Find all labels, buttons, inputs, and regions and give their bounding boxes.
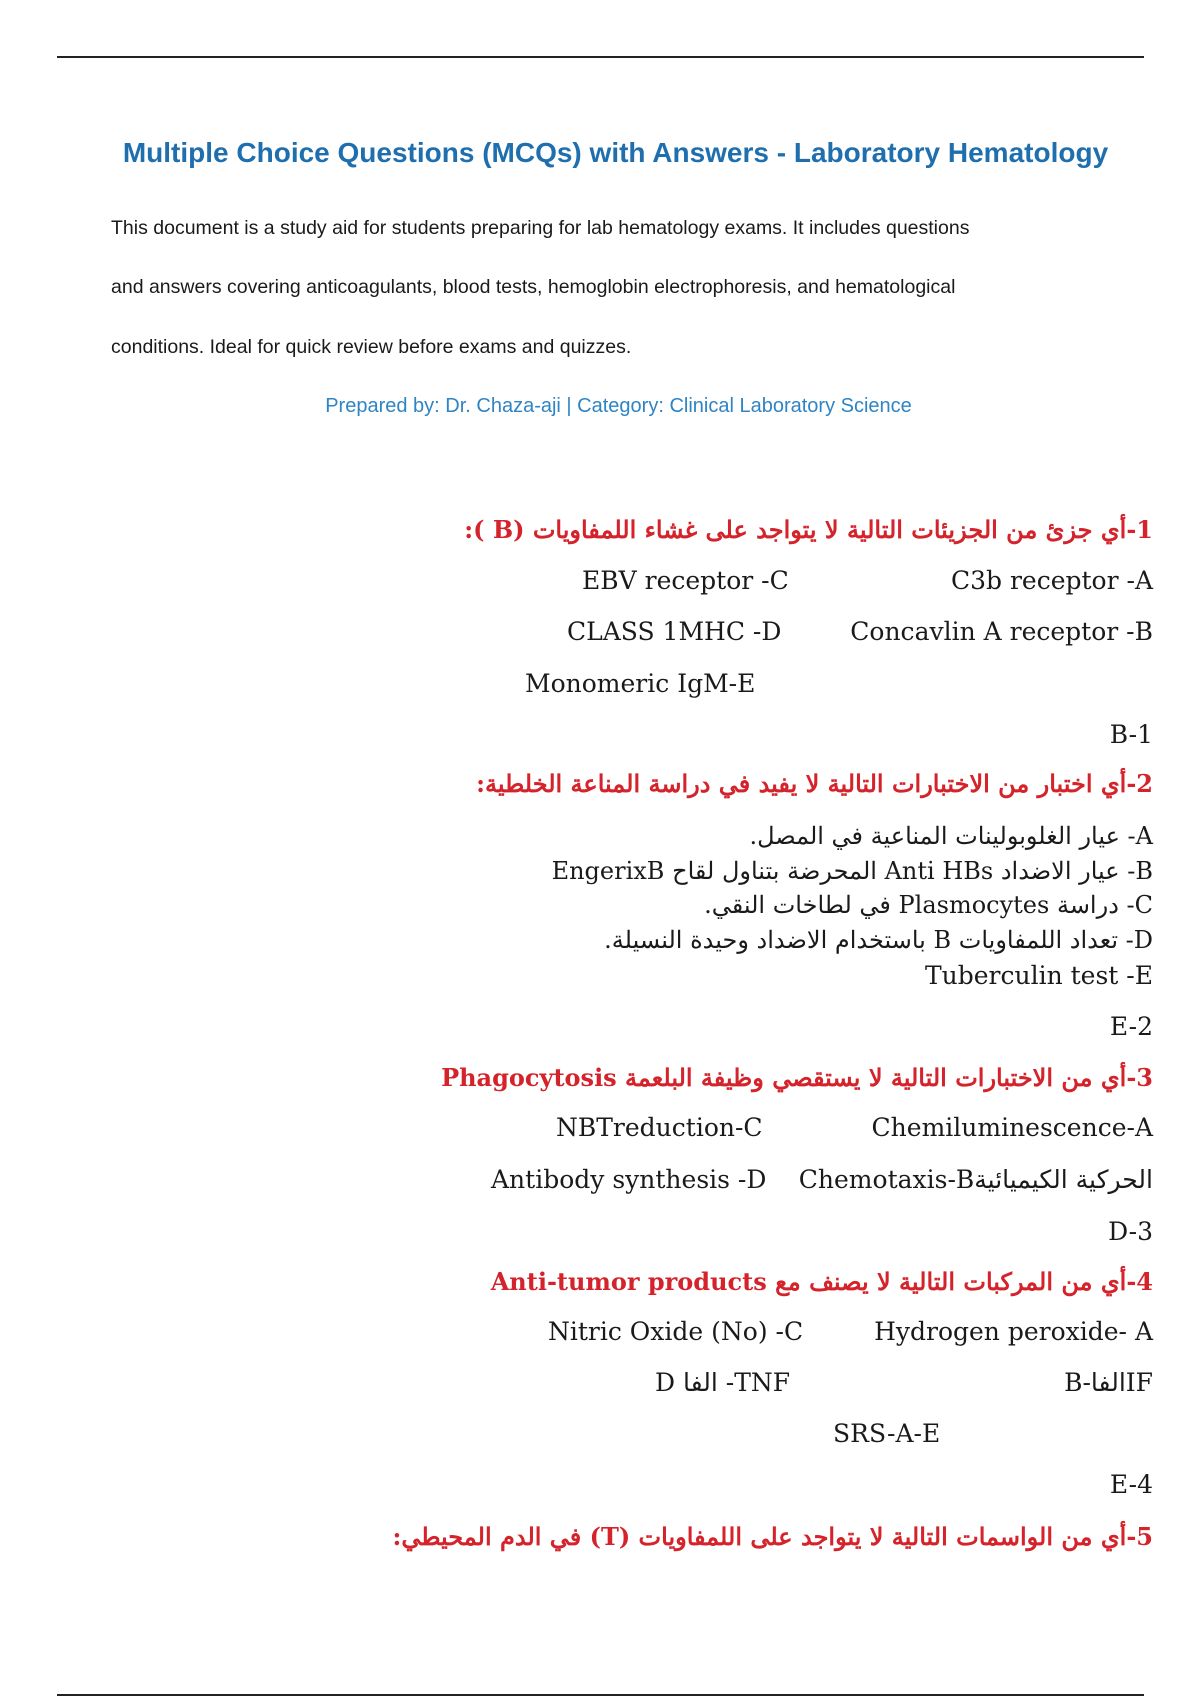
q3-option-b: الحركية الكيميائيةChemotaxis-B bbox=[798, 1165, 1153, 1194]
q1-option-e: Monomeric IgM-E bbox=[525, 669, 756, 698]
q2-answer: E-2 bbox=[1109, 1012, 1153, 1041]
q2-option-d: D- تعداد اللمفاويات B باستخدام الاضداد وحيدة النسيلة. bbox=[604, 926, 1153, 954]
q4-option-a: Hydrogen peroxide- A bbox=[874, 1317, 1153, 1346]
q1-answer: B-1 bbox=[1109, 720, 1153, 749]
q2-option-e: Tuberculin test -E bbox=[924, 961, 1153, 990]
q4-option-b: IFالفا-B bbox=[1064, 1368, 1153, 1397]
q2-option-b: B- عيار الاضداد Anti HBs المحرضة بتناول لقاح EngerixB bbox=[551, 857, 1153, 885]
q4-answer: E-4 bbox=[1109, 1470, 1153, 1499]
document-title: Multiple Choice Questions (MCQs) with Answers - Laboratory Hematology bbox=[122, 137, 1109, 168]
question-5-text: 5-أي من الواسمات التالية لا يتواجد على اللمفاويات (T) في الدم المحيطي: bbox=[392, 1522, 1153, 1551]
q3-option-c: NBTreduction-C bbox=[556, 1113, 763, 1142]
q4-option-c: Nitric Oxide (No) -C bbox=[548, 1317, 804, 1346]
intro-line-3: conditions. Ideal for quick review before exams and quizzes. bbox=[111, 336, 632, 358]
q3-option-a: Chemiluminescence-A bbox=[871, 1113, 1153, 1142]
q1-option-b: Concavlin A receptor -B bbox=[850, 617, 1153, 646]
byline: Prepared by: Dr. Chaza-aji | Category: Clinical Laboratory Science bbox=[325, 395, 912, 417]
question-3-text: 3-أي من الاختبارات التالية لا يستقصي وظيفة البلعمة Phagocytosis bbox=[441, 1063, 1153, 1092]
q2-option-a: A- عيار الغلوبولينات المناعية في المصل. bbox=[749, 822, 1153, 850]
q3-answer: D-3 bbox=[1108, 1217, 1153, 1246]
top-rule bbox=[57, 56, 1144, 58]
bottom-rule bbox=[57, 1694, 1144, 1696]
q1-option-a: C3b receptor -A bbox=[950, 566, 1153, 595]
intro-line-2: and answers covering anticoagulants, blood tests, hemoglobin electrophoresis, and hematological bbox=[111, 276, 956, 298]
q1-option-d: CLASS 1MHC -D bbox=[567, 617, 782, 646]
question-1-text: 1-أي جزئ من الجزيئات التالية لا يتواجد على غشاء اللمفاويات (B ): bbox=[464, 515, 1153, 544]
q2-option-c: C- دراسة Plasmocytes في لطاخات النقي. bbox=[704, 891, 1153, 919]
q4-option-d: TNF- الفا D bbox=[655, 1368, 791, 1397]
question-4-text: 4-أي من المركبات التالية لا يصنف مع Anti-tumor products bbox=[490, 1267, 1153, 1296]
q3-option-d: Antibody synthesis -D bbox=[491, 1165, 767, 1194]
q1-option-c: EBV receptor -C bbox=[582, 566, 789, 595]
question-2-text: 2-أي اختبار من الاختبارات التالية لا يفيد في دراسة المناعة الخلطية: bbox=[476, 769, 1153, 798]
q4-option-e: SRS-A-E bbox=[833, 1419, 941, 1448]
intro-line-1: This document is a study aid for students preparing for lab hematology exams. It includes questions bbox=[111, 217, 970, 239]
